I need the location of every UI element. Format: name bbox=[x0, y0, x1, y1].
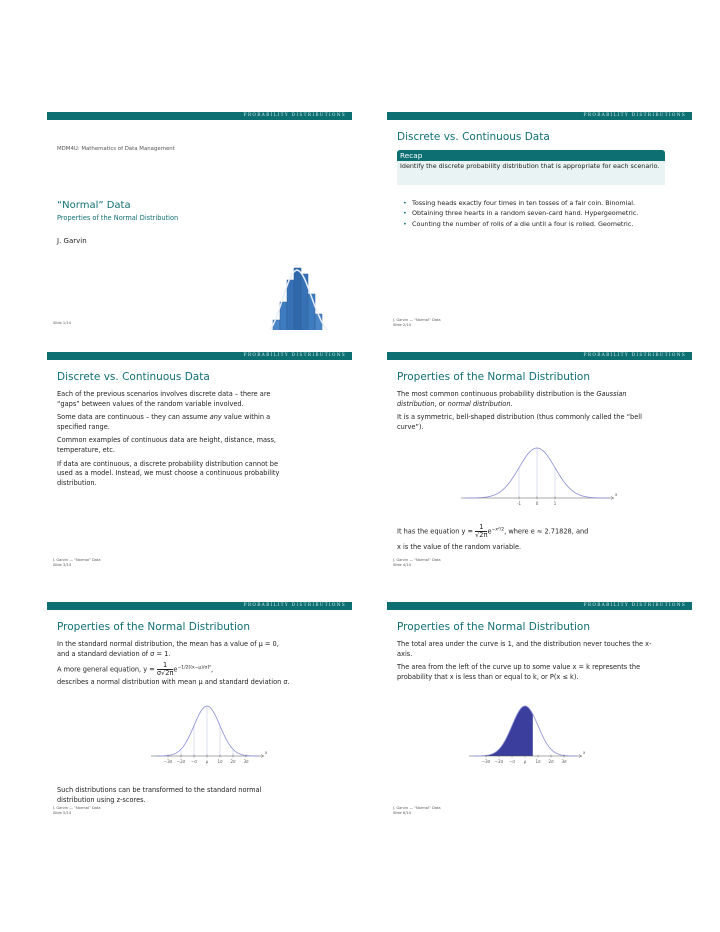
tick-label: −2σ bbox=[176, 759, 186, 764]
tick-label: 2σ bbox=[230, 759, 236, 764]
tick-label: −σ bbox=[191, 759, 197, 764]
slide-footer: J. Garvin — “Normal” Data Slide 3/14 bbox=[53, 558, 101, 567]
slide-footer: J. Garvin — “Normal” Data Slide 2/14 bbox=[393, 318, 441, 327]
tick-label: μ bbox=[205, 759, 209, 764]
slide-footer: J. Garvin — “Normal” Data Slide 4/14 bbox=[393, 558, 441, 567]
recap-block-text: Identify the discrete probability distribution that is appropriate for each scenario. bbox=[397, 161, 665, 185]
header-label: PROBABILITY DISTRIBUTIONS bbox=[243, 603, 346, 608]
paragraph: The area from the left of the curve up to some value x = k represents the probability that x is less than or equal to k, or P(x ≤ k). bbox=[397, 663, 641, 681]
tick-label: −2σ bbox=[494, 759, 504, 764]
equation: It has the equation y = $\frac{1}{√2\pi}$ $e^{-x^2/2}$, where e ≈ 2.71828, and bbox=[397, 523, 589, 539]
slide-6 bbox=[387, 602, 692, 820]
presentation-subtitle: Properties of the Normal Distribution bbox=[57, 214, 179, 222]
slide-title: Properties of the Normal Distribution bbox=[397, 371, 591, 383]
slide-body bbox=[57, 390, 289, 492]
tick-label: 2σ bbox=[548, 759, 554, 764]
axis-label: x bbox=[615, 492, 618, 497]
shaded-area bbox=[473, 706, 533, 756]
header-label: PROBABILITY DISTRIBUTIONS bbox=[583, 603, 686, 608]
paragraph: describes a normal distribution with mean μ and standard deviation σ. bbox=[57, 678, 290, 686]
equation: A more general equation, y = $\frac{1}{\sigma√2\pi}$ $e^{-1/2[(x-\mu)/\sigma]^2}$, bbox=[57, 661, 214, 677]
slide-2 bbox=[387, 112, 692, 330]
header-label: PROBABILITY DISTRIBUTIONS bbox=[583, 353, 686, 358]
std-normal-chart bbox=[457, 434, 617, 510]
tick-label: 1σ bbox=[217, 759, 223, 764]
axis-label: x bbox=[583, 750, 586, 755]
header-label: PROBABILITY DISTRIBUTIONS bbox=[243, 113, 346, 118]
header-label: PROBABILITY DISTRIBUTIONS bbox=[583, 113, 686, 118]
normal-sigma-chart bbox=[147, 702, 267, 768]
paragraph: The total area under the curve is 1, and the distribution never touches the x-axis. bbox=[397, 640, 652, 658]
paragraph: Each of the previous scenarios involves discrete data – there are “gaps” between values of the random variable involved. bbox=[57, 390, 271, 408]
tick-label: 3σ bbox=[243, 759, 249, 764]
presentation-title: “Normal” Data bbox=[57, 200, 131, 211]
slide-header-bar bbox=[387, 352, 692, 360]
slide-header-bar bbox=[387, 602, 692, 610]
slide-body bbox=[397, 640, 655, 686]
paragraph: It is a symmetric, bell-shaped distribution (thus commonly called the “bell curve”). bbox=[397, 413, 642, 431]
slide-header-bar bbox=[387, 112, 692, 120]
list-item: • Counting the number of rolls of a die until a four is rolled. Geometric. bbox=[403, 220, 643, 229]
header-label: PROBABILITY DISTRIBUTIONS bbox=[243, 353, 346, 358]
paragraph: Such distributions can be transformed to the standard normal distribution using z-scores. bbox=[57, 786, 262, 804]
normal-area-chart bbox=[465, 702, 585, 768]
slide-header-bar bbox=[47, 112, 352, 120]
slide-header-bar bbox=[47, 602, 352, 610]
recap-block-title: Recap bbox=[397, 150, 665, 161]
slide-4 bbox=[387, 352, 692, 570]
tick-label: μ bbox=[523, 759, 527, 764]
tick-label: −σ bbox=[509, 759, 515, 764]
slide-5 bbox=[47, 602, 352, 820]
slide-3 bbox=[47, 352, 352, 570]
hist-bar bbox=[287, 280, 294, 330]
list-item: • Tossing heads exactly four times in ten tosses of a fair coin. Binomial. bbox=[403, 199, 643, 208]
slide-title: Discrete vs. Continuous Data bbox=[397, 131, 550, 143]
hist-bar bbox=[294, 268, 301, 330]
tick-label: 3σ bbox=[561, 759, 567, 764]
slide-footer: J. Garvin — “Normal” Data Slide 6/14 bbox=[393, 806, 441, 815]
hist-bar bbox=[301, 274, 308, 330]
slide-body bbox=[397, 390, 657, 436]
scenario-list bbox=[403, 199, 643, 230]
slide-title: Properties of the Normal Distribution bbox=[397, 621, 591, 633]
slide-1 bbox=[47, 112, 352, 330]
tick-label: -1 bbox=[517, 501, 521, 506]
hist-bar bbox=[280, 302, 287, 330]
slide-footer: J. Garvin — “Normal” Data Slide 5/14 bbox=[53, 806, 101, 815]
course-name: MDM4U: Mathematics of Data Management bbox=[57, 146, 175, 152]
slide-body: In the standard normal distribution, the mean has a value of μ = 0, and a standard deviation of σ = 1. bbox=[57, 640, 279, 658]
equation-note: x is the value of the random variable. bbox=[397, 543, 522, 551]
tick-label: 1σ bbox=[535, 759, 541, 764]
tick-label: −3σ bbox=[163, 759, 173, 764]
axis-label: x bbox=[265, 750, 268, 755]
slide-title: Properties of the Normal Distribution bbox=[57, 621, 251, 633]
tick-label: 0 bbox=[535, 501, 539, 506]
tick-label: 1 bbox=[553, 501, 557, 506]
paragraph: Some data are continuous – they can assume any value within a specified range. bbox=[57, 413, 271, 431]
paragraph: The most common continuous probability distribution is the Gaussian distribution, or normal distribution. bbox=[397, 390, 627, 408]
paragraph: If data are continuous, a discrete probability distribution cannot be used as a model. Instead, we must choose a continuous probability distribution. bbox=[57, 459, 280, 487]
slide-header-bar bbox=[47, 352, 352, 360]
slide-footer: Slide 1/14 bbox=[53, 321, 71, 325]
list-item: • Obtaining three hearts in a random seven-card hand. Hypergeometric. bbox=[403, 209, 643, 218]
slide-title: Discrete vs. Continuous Data bbox=[57, 371, 210, 383]
hist-bar bbox=[308, 294, 315, 330]
paragraph: Common examples of continuous data are height, distance, mass, temperature, etc. bbox=[57, 436, 276, 454]
tick-label: −3σ bbox=[481, 759, 491, 764]
histogram-bell-curve-icon bbox=[259, 264, 343, 330]
author: J. Garvin bbox=[57, 237, 87, 245]
